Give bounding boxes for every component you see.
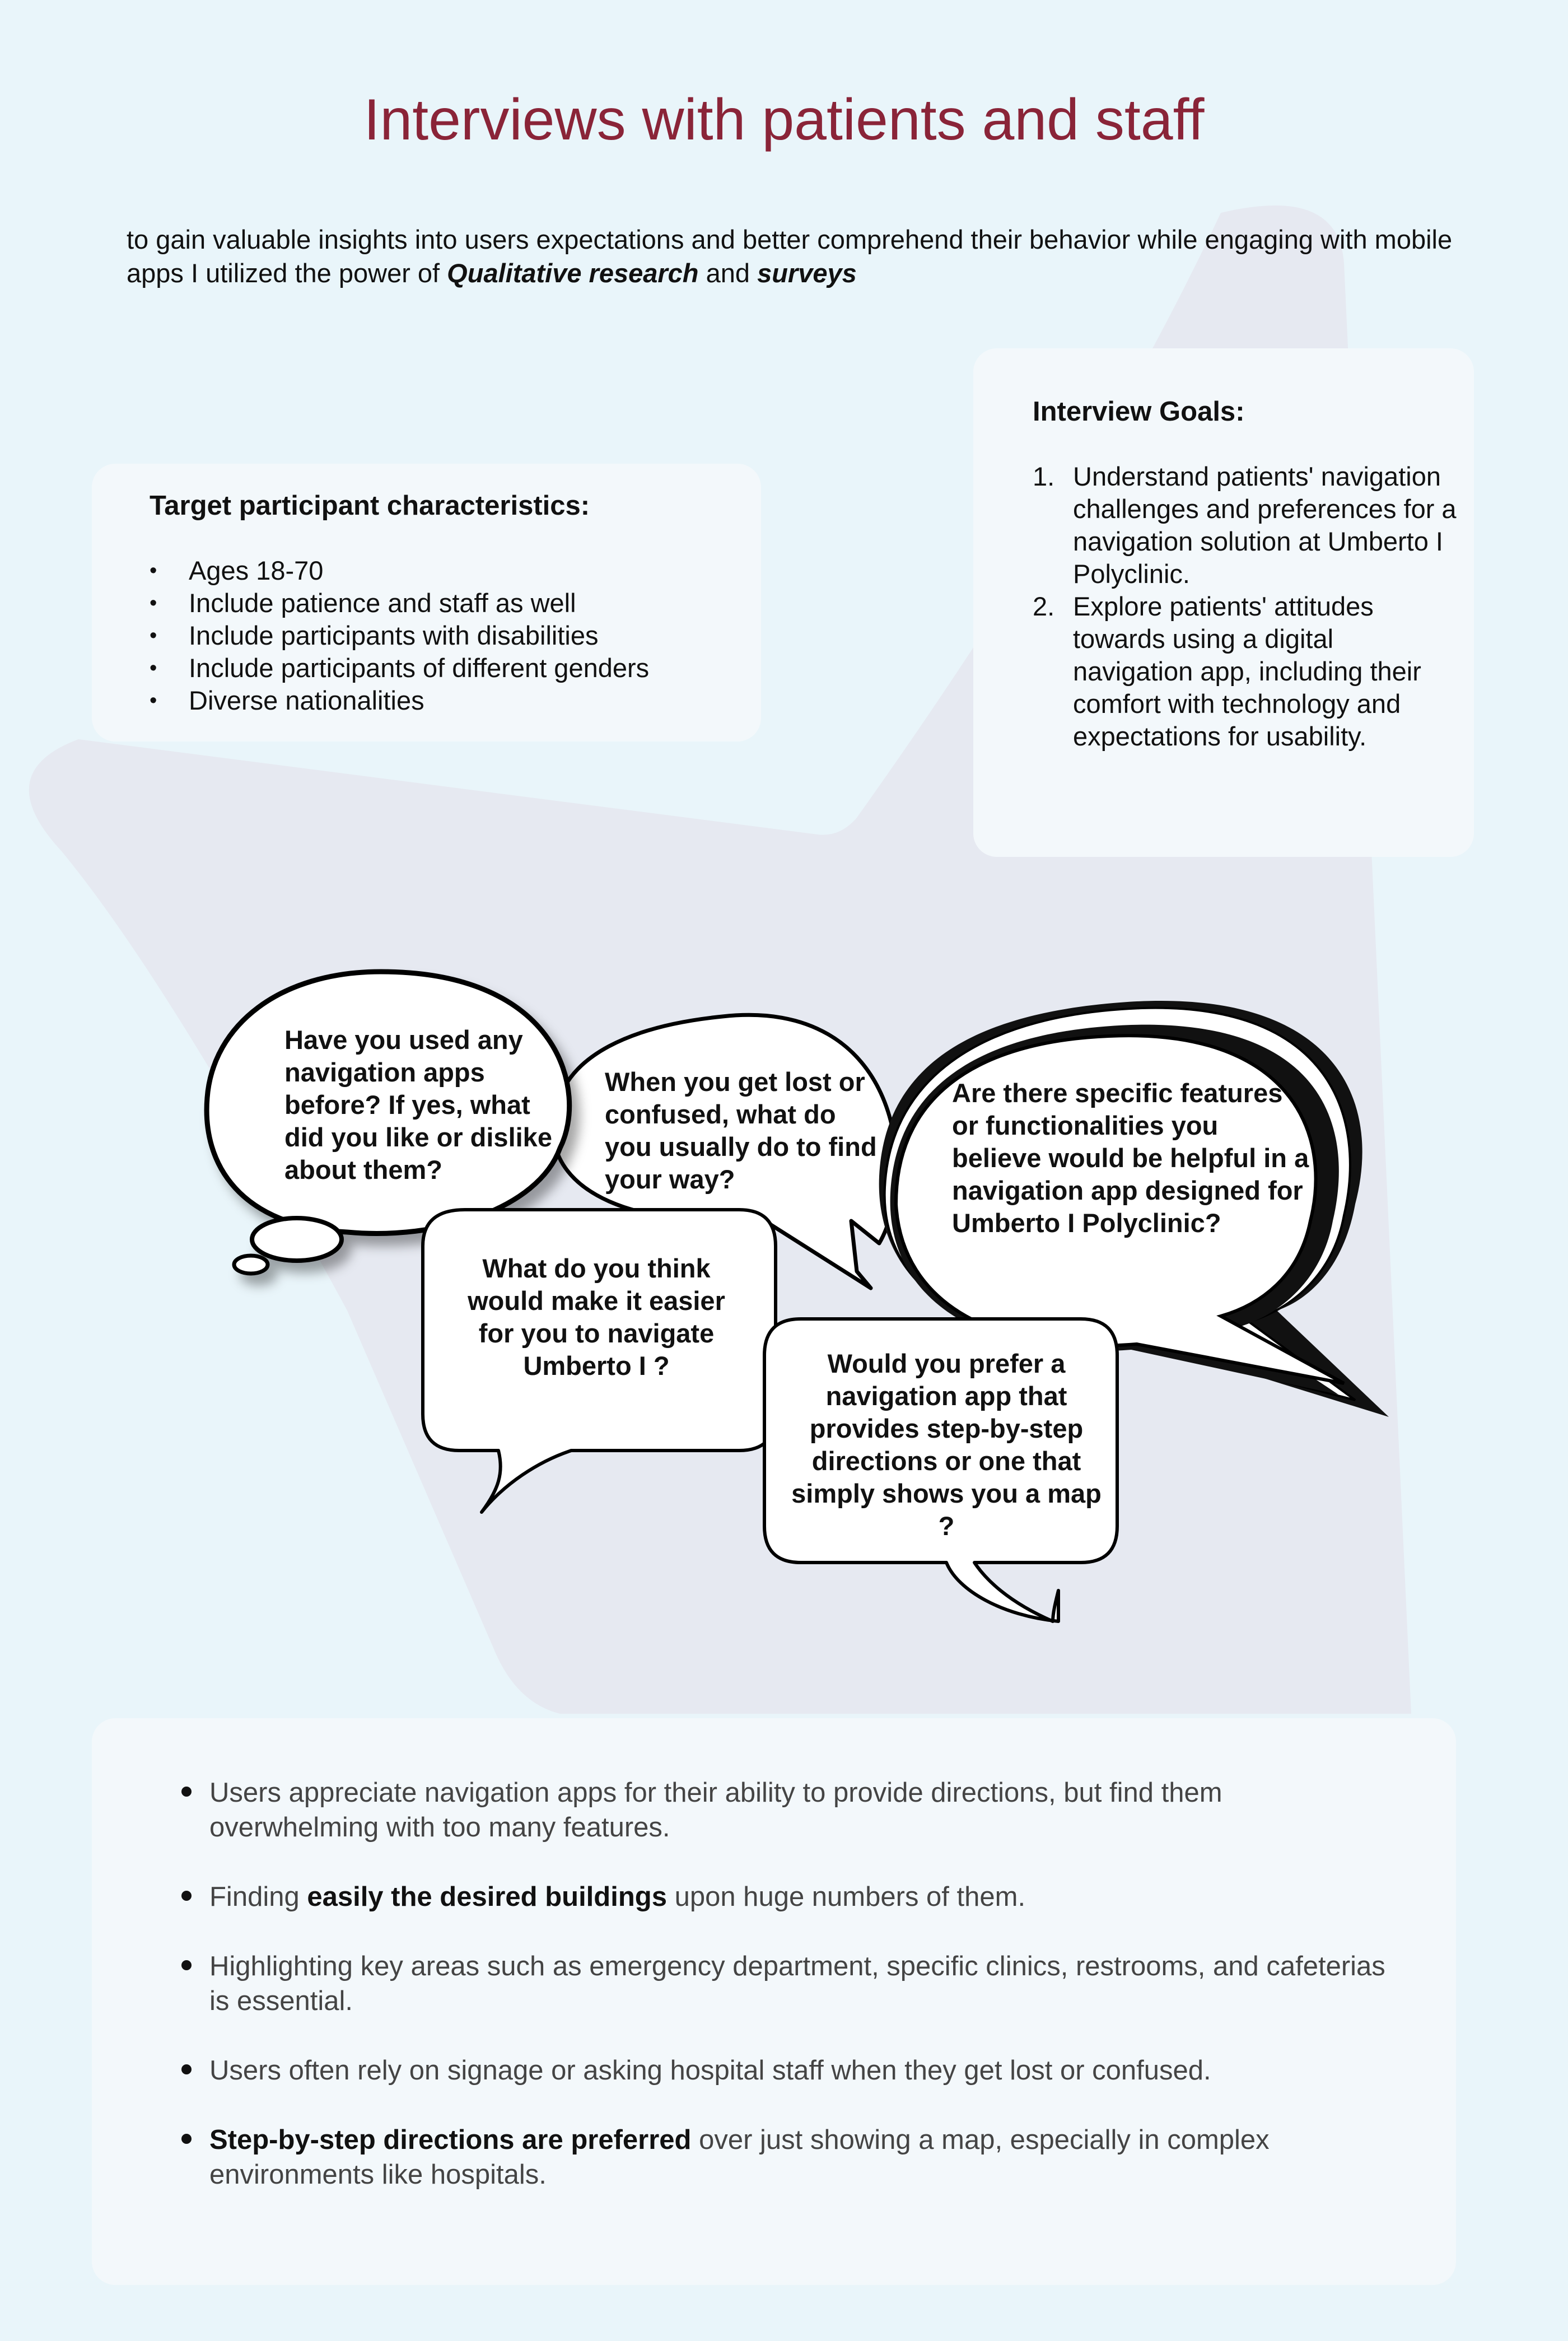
target-participants-heading: Target participant characteristics: bbox=[150, 491, 590, 521]
goal-text: Explore patients' attitudes towards using a digital navigation app, including their comfort with technology and expectations for usability. bbox=[1073, 591, 1421, 751]
goal-text: Understand patients' navigation challenges and preferences for a navigation solution at Umberto I Polyclinic. bbox=[1073, 461, 1457, 589]
finding-text-pre: Finding bbox=[209, 1882, 307, 1912]
finding-text: over just showing a map, especially in complex environments like hospitals. bbox=[209, 2125, 1270, 2190]
interview-goals-heading: Interview Goals: bbox=[1033, 397, 1245, 427]
intro-text: to gain valuable insights into users expectations and better comprehend their behavior while engaging with mobile apps I utilized the power of bbox=[127, 225, 1453, 288]
list-item bbox=[209, 1949, 1385, 2018]
list-item bbox=[209, 1880, 1385, 1914]
question-lost: When you get lost or confused, what do you usually do to find your way? bbox=[605, 1067, 877, 1194]
goal-number: 1. bbox=[1033, 461, 1055, 491]
goal-number: 2. bbox=[1033, 591, 1055, 621]
intro-emphasis-qualitative: Qualitative research bbox=[447, 258, 699, 288]
finding-text: Users appreciate navigation apps for their ability to provide directions, but find them overwhelming with too many features. bbox=[209, 1778, 1222, 1843]
page-title: Interviews with patients and staff bbox=[363, 87, 1205, 152]
findings-card bbox=[92, 1718, 1456, 2285]
list-item bbox=[209, 2123, 1385, 2192]
list-item bbox=[209, 2053, 1385, 2088]
finding-bold: Step-by-step directions are preferred bbox=[209, 2125, 692, 2155]
finding-text: Highlighting key areas such as emergency department, specific clinics, restrooms, and cafeterias is essential. bbox=[209, 1951, 1385, 2016]
list-item: • Ages 18-70 bbox=[150, 554, 649, 587]
question-easier: What do you think would make it easier for you to navigate Umberto I ? bbox=[468, 1253, 725, 1381]
intro-text-middle: and bbox=[698, 258, 758, 288]
bullet-dot bbox=[181, 1787, 192, 1797]
list-item: • Include participants with disabilities bbox=[150, 619, 649, 652]
list-item: • Include participants of different genders bbox=[150, 652, 649, 684]
finding-text: Users often rely on signage or asking hospital staff when they get lost or confused. bbox=[209, 2055, 1211, 2086]
list-item: • Include patience and staff as well bbox=[150, 587, 649, 619]
intro-emphasis-surveys: surveys bbox=[757, 258, 857, 288]
list-item bbox=[209, 1775, 1385, 1845]
findings-list bbox=[209, 1775, 1385, 2227]
question-apps: Have you used any navigation apps before? If yes, what did you like or dislike about them? bbox=[284, 1025, 552, 1185]
bullet-dot bbox=[181, 1891, 192, 1901]
list-item: • Diverse nationalities bbox=[150, 684, 649, 717]
question-step-by-step: Would you prefer a navigation app that provides step-by-step directions or one that simply shows you a map ? bbox=[791, 1349, 1102, 1541]
question-features: Are there specific features or functionalities you believe would be helpful in a navigation app designed for Umberto I Polyclinic? bbox=[952, 1078, 1309, 1238]
finding-text: upon huge numbers of them. bbox=[666, 1882, 1026, 1912]
bullet-dot bbox=[181, 2134, 192, 2144]
bullet-dot bbox=[181, 1960, 192, 1970]
bullet-dot bbox=[181, 2064, 192, 2074]
finding-bold: easily the desired buildings bbox=[307, 1882, 667, 1912]
